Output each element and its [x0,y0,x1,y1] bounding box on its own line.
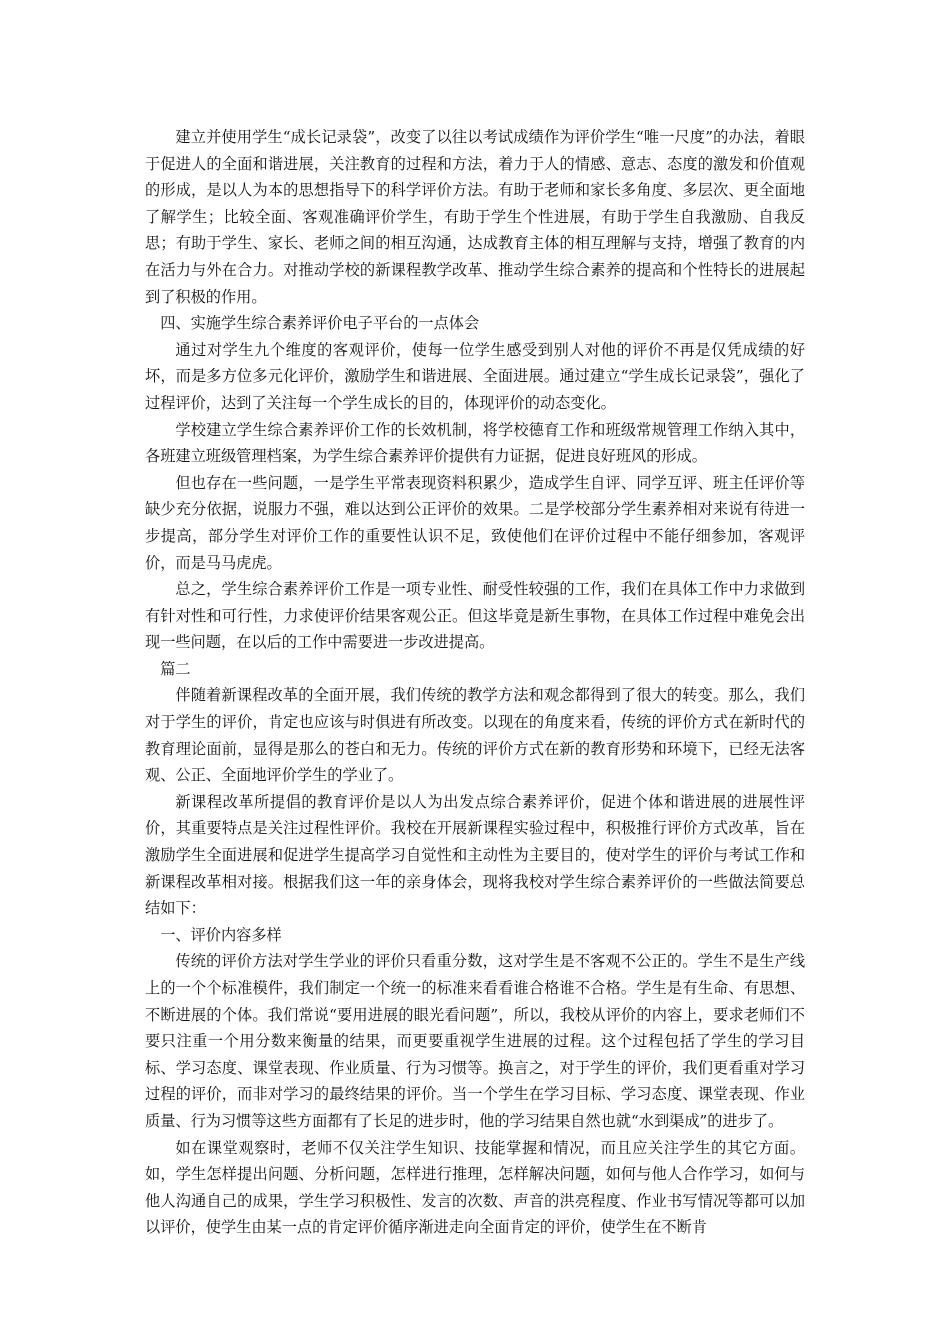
section-heading: 四、实施学生综合素养评价电子平台的一点体会 [160,314,480,333]
paragraph: 总之，学生综合素养评价工作是一项专业性、耐受性较强的工作，我们在具体工作中力求做到有针对性和可行性，力求使评价结果客观公正。但这毕竟是新生事物，在具体工作过程中难免会出现一些问题，在以后的工作中需要进一步改进提高。 [145,580,805,652]
paragraph: 传统的评价方法对学生学业的评价只看重分数，这对学生是不客观不公正的。学生不是生产线上的一个个标准模件，我们制定一个统一的标准来看看谁合格谁不合格。学生是有生命、有思想、不断进展的个体。我们常说“要用进展的眼光看问题”，所以，我校从评价的内容上，要求老师们不要只注重一个用分数来衡量的结果，而更要重视学生进展的过程。这个过程包括了学生的学习目标、学习态度、课堂表现、作业质量、行为习惯等。换言之，对于学生的评价，我们更看重对学习过程的评价，而非对学习的最终结果的评价。当一个学生在学习目标、学习态度、课堂表现、作业质量、行为习惯等这些方面都有了长足的进步时，他的学习结果自然也就“水到渠成”的进步了。 [145,952,805,1130]
paragraph: 学校建立学生综合素养评价工作的长效机制，将学校德育工作和班级常规管理工作纳入其中，各班建立班级管理档案，为学生综合素养评价提供有力证据，促进良好班风的形成。 [145,420,805,466]
paragraph: 但也存在一些问题，一是学生平常表现资料积累少，造成学生自评、同学互评、班主任评价等缺少充分依据，说服力不强，难以达到公正评价的效果。二是学校部分学生素养相对来说有待进一步提高，部分学生对评价工作的重要性认识不足，致使他们在评价过程中不能仔细参加，客观评价，而是马马虎虎。 [145,473,805,572]
paragraph: 通过对学生九个维度的客观评价，使每一位学生感受到别人对他的评价不再是仅凭成绩的好坏，而是多方位多元化评价，激励学生和谐进展、全面进展。通过建立“学生成长记录袋”，强化了过程评价，达到了关注每一个学生成长的目的，体现评价的动态变化。 [145,340,805,412]
section-heading: 篇二 [160,659,191,678]
paragraph: 伴随着新课程改革的全面开展，我们传统的教学方法和观念都得到了很大的转变。那么，我们对于学生的评价，肯定也应该与时俱进有所改变。以现在的角度来看，传统的评价方式在新时代的教育理论面前，显得是那么的苍白和无力。传统的评价方式在新的教育形势和环境下，已经无法客观、公正、全面地评价学生的学业了。 [145,686,805,785]
paragraph: 建立并使用学生“成长记录袋”，改变了以往以考试成绩作为评价学生“唯一尺度”的办法，着眼于促进人的全面和谐进展，关注教育的过程和方法，着力于人的情感、意志、态度的激发和价值观的形成，是以人为本的思想指导下的科学评价方法。有助于老师和家长多角度、多层次、更全面地了解学生；比较全面、客观准确评价学生，有助于学生个性进展，有助于学生自我激励、自我反思；有助于学生、家长、老师之间的相互沟通，达成教育主体的相互理解与支持，增强了教育的内在活力与外在合力。对推动学校的新课程教学改革、推动学生综合素养的提高和个性特长的进展起到了积极的作用。 [145,128,805,306]
paragraph: 如在课堂观察时，老师不仅关注学生知识、技能掌握和情况，而且应关注学生的其它方面。如，学生怎样提出问题、分析问题，怎样进行推理，怎样解决问题，如何与他人合作学习，如何与他人沟通自己的成果，学生学习积极性、发言的次数、声音的洪亮程度、作业书写情况等都可以加以评价，使学生由某一点的肯定评价循序渐进走向全面肯定的评价，使学生在不断肯 [145,1138,805,1237]
paragraph: 新课程改革所提倡的教育评价是以人为出发点综合素养评价，促进个体和谐进展的进展性评价，其重要特点是关注过程性评价。我校在开展新课程实验过程中，积极推行评价方式改革，旨在激励学生全面进展和促进学生提高学习自觉性和主动性为主要目的，使对学生的评价与考试工作和新课程改革相对接。根据我们这一年的亲身体会，现将我校对学生综合素养评价的一些做法简要总结如下： [145,792,805,918]
document-body [145,124,805,1241]
section-heading: 一、评价内容多样 [160,925,282,944]
